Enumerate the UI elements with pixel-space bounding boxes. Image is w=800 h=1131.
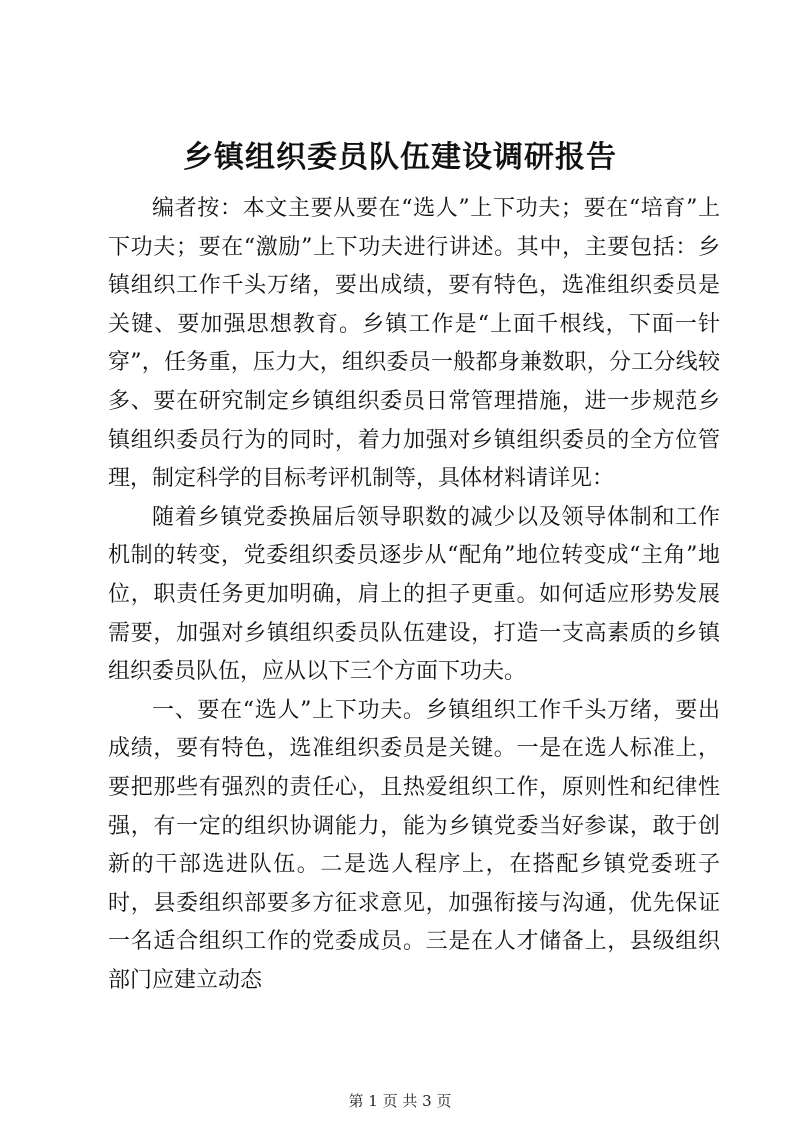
document-title: 乡镇组织委员队伍建设调研报告 xyxy=(183,140,617,175)
paragraph-editor-note: 编者按：本文主要从要在“选人”上下功夫；要在“培育”上下功夫；要在“激励”上下功夫进行讲述。其中，主要包括：乡镇组织工作千头万绪，要出成绩，要有特色，选准组织委员是关键、要加强思想教育。乡镇工作是“上面千根线，下面一针穿”，任务重，压力大，组织委员一般都身兼数职，分工分线较多、要在研究制定乡镇组织委员日常管理措施，进一步规范乡镇组织委员行为的同时，着力加强对乡镇组织委员的全方位管理，制定科学的目标考评机制等，具体材料请详见： xyxy=(108,196,720,492)
paragraph-section-one: 一、要在“选人”上下功夫。乡镇组织工作千头万绪，要出成绩，要有特色，选准组织委员是关键。一是在选人标准上，要把那些有强烈的责任心，且热爱组织工作，原则性和纪律性强，有一定的组织协调能力，能为乡镇党委当好参谋，敢于创新的干部选进队伍。二是选人程序上，在搭配乡镇党委班子时，县委组织部要多方征求意见，加强衔接与沟通，优先保证一名适合组织工作的党委成员。三是在人才储备上，县级组织部门应建立动态 xyxy=(108,697,720,993)
paragraph-introduction: 随着乡镇党委换届后领导职数的减少以及领导体制和工作机制的转变，党委组织委员逐步从“配角”地位转变成“主角”地位，职责任务更加明确，肩上的担子更重。如何适应形势发展需要，加强对乡镇组织委员队伍建设，打造一支高素质的乡镇组织委员队伍，应从以下三个方面下功夫。 xyxy=(108,504,720,685)
document-body xyxy=(108,190,720,1000)
page-footer: 第 1 页 共 3 页 xyxy=(348,1092,452,1110)
